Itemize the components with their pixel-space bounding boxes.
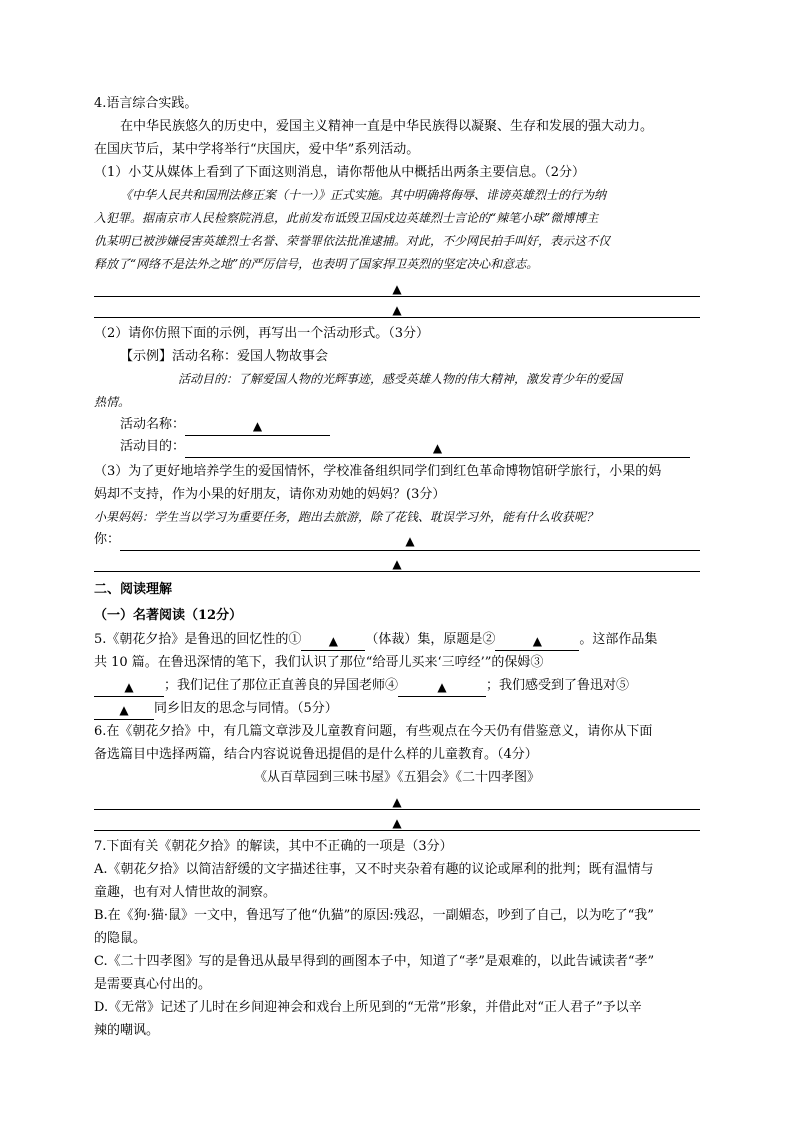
q5-line-1 xyxy=(94,628,700,651)
q4-sub3-line-2: 妈却不支持，作为小果的好朋友，请你劝劝她的妈妈？(3分） xyxy=(94,487,446,502)
q5-text-c: 。这部作品集 xyxy=(579,632,658,647)
q6-titles: 《从百草园到三味书屋》《五猖会》《二十四孝图》 xyxy=(253,770,540,785)
section-title-reading: 二、阅读理解 xyxy=(94,582,173,597)
q7-option-b-2: 的隐鼠。 xyxy=(94,931,147,946)
q5-text-f: 同乡旧友的思念与同情。（5分） xyxy=(154,701,338,716)
q5-text-b: （体裁）集，原题是② xyxy=(365,632,496,647)
q7-option-a-1: A.《朝花夕拾》以简洁舒缓的文字描述往事，又不时夹杂着有趣的议论或犀利的批判；既有温情与 xyxy=(94,862,654,877)
q5-text-a: 5.《朝花夕拾》是鲁迅的回忆性的① xyxy=(94,632,302,647)
activity-goal-row xyxy=(94,436,690,458)
section-subtitle-classics: （一）名著阅读（12分） xyxy=(94,608,243,623)
activity-name-label: 活动名称： xyxy=(120,417,186,432)
activity-goal-label: 活动目的： xyxy=(120,439,186,454)
q5-blank-3[interactable]: ▲ xyxy=(94,678,164,697)
answer-marker: ▲ xyxy=(392,816,402,830)
q7-option-c-2: 是需要真心付出的。 xyxy=(94,977,212,992)
q7-option-d-2: 辣的嘲讽。 xyxy=(94,1023,160,1038)
q4-sub1-answer-line-1[interactable] xyxy=(94,276,700,297)
q5-blank-2[interactable]: ▲ xyxy=(495,632,579,651)
example-goal-2: 热情。 xyxy=(94,395,131,409)
news-line-4: 释放了“网络不是法外之地”的严厉信号，也表明了国家捍卫英烈的坚定决心和意志。 xyxy=(94,257,539,271)
q5-line-2: 共 10 篇。在鲁迅深情的笔下，我们认识了那位“给哥儿买来‘三哼经’”的保姆③ xyxy=(94,655,544,670)
q4-intro-1: 在中华民族悠久的历史中，爱国主义精神一直是中华民族得以凝聚、生存和发展的强大动力。 xyxy=(120,119,654,134)
q5-line-4 xyxy=(94,697,700,720)
q6-line-2: 备选篇目中选择两篇，结合内容说说鲁迅提倡的是什么样的儿童教育。（4分） xyxy=(94,747,538,762)
q4-sub3-line-1: （3）为了更好地培养学生的爱国情怀，学校准备组织同学们到红色革命博物馆研学旅行，小果的妈 xyxy=(94,464,662,479)
q4-sub1-answer-line-2[interactable] xyxy=(94,297,700,318)
q5-text-e: ；我们感受到了鲁迅对⑤ xyxy=(486,678,630,693)
answer-marker: ▲ xyxy=(392,795,402,809)
activity-name-input[interactable]: ▲ xyxy=(185,417,330,436)
exam-page xyxy=(94,92,700,1042)
activity-name-row xyxy=(94,414,330,436)
q7-option-c-1: C.《二十四孝图》写的是鲁迅从最早得到的画图本子中，知道了“孝”是艰难的，以此告诫读者“孝” xyxy=(94,954,655,969)
news-line-3: 仇某明已被涉嫌侵害英雄烈士名誉、荣誉罪依法批准逮捕。对此，不少网民拍手叫好，表示这不仅 xyxy=(94,234,611,248)
you-answer-input-2[interactable] xyxy=(94,551,700,572)
answer-marker: ▲ xyxy=(392,557,402,571)
q6-line-1: 6.在《朝花夕拾》中，有几篇文章涉及儿童教育问题，有些观点在今天仍有借鉴意义，请你从下面 xyxy=(94,724,653,739)
q7-stem: 7.下面有关《朝花夕拾》的解读，其中不正确的一项是（3分） xyxy=(94,839,453,854)
q5-text-d: ；我们记住了那位正直善良的异国老师④ xyxy=(164,678,399,693)
q4-intro-2: 在国庆节后，某中学将举行“庆国庆，爱中华”系列活动。 xyxy=(94,142,420,157)
you-answer-row xyxy=(94,529,700,551)
q5-blank-4[interactable]: ▲ xyxy=(398,678,486,697)
q4-sub2-prompt: （2）请你仿照下面的示例，再写出一个活动形式。（3分） xyxy=(94,326,430,341)
answer-marker: ▲ xyxy=(392,282,402,296)
q4-sub1-prompt: （1）小艾从媒体上看到了下面这则消息，请你帮他从中概括出两条主要信息。（2分） xyxy=(94,165,586,180)
q5-blank-1[interactable]: ▲ xyxy=(301,632,365,651)
news-line-1: 《中华人民共和国刑法修正案（十一）》正式实施。其中明确将侮辱、诽谤英雄烈士的行为纳 xyxy=(120,188,607,202)
q7-option-a-2: 童趣，也有对人情世故的洞察。 xyxy=(94,885,277,900)
you-label: 你： xyxy=(94,532,121,547)
news-line-2: 入犯罪。据南京市人民检察院消息，此前发布诋毁卫国戍边英雄烈士言论的“辣笔小球”微博博主 xyxy=(94,211,599,225)
q7-option-b-1: B.在《狗·猫·鼠》一文中，鲁迅写了他“仇猫”的原因:残忍，一副媚态，吵到了自己，以为吃了“我” xyxy=(94,908,654,923)
q4-title: 4.语言综合实践。 xyxy=(94,96,198,111)
q5-blank-5[interactable]: ▲ xyxy=(94,701,154,720)
answer-marker: ▲ xyxy=(392,303,402,317)
example-name xyxy=(94,345,700,368)
q6-answer-line-2[interactable] xyxy=(94,810,700,831)
example-name-text: 【示例】活动名称：爱国人物故事会 xyxy=(120,349,329,364)
mom-says: 小果妈妈：学生当以学习为重要任务，跑出去旅游，除了花钱、耽误学习外，能有什么收获呢？ xyxy=(94,510,599,524)
example-goal-1: 活动目的：了解爱国人物的光辉事迹，感受英雄人物的伟大精神，激发青少年的爱国 xyxy=(178,372,623,386)
q6-answer-line-1[interactable] xyxy=(94,789,700,810)
q7-option-d-1: D.《无常》记述了儿时在乡间迎神会和戏台上所见到的“无常”形象，并借此对“正人君子”予以辛 xyxy=(94,1000,642,1015)
q5-line-3 xyxy=(94,674,700,697)
activity-goal-input[interactable]: ▲ xyxy=(185,439,690,458)
you-answer-input-1[interactable]: ▲ xyxy=(120,532,700,551)
